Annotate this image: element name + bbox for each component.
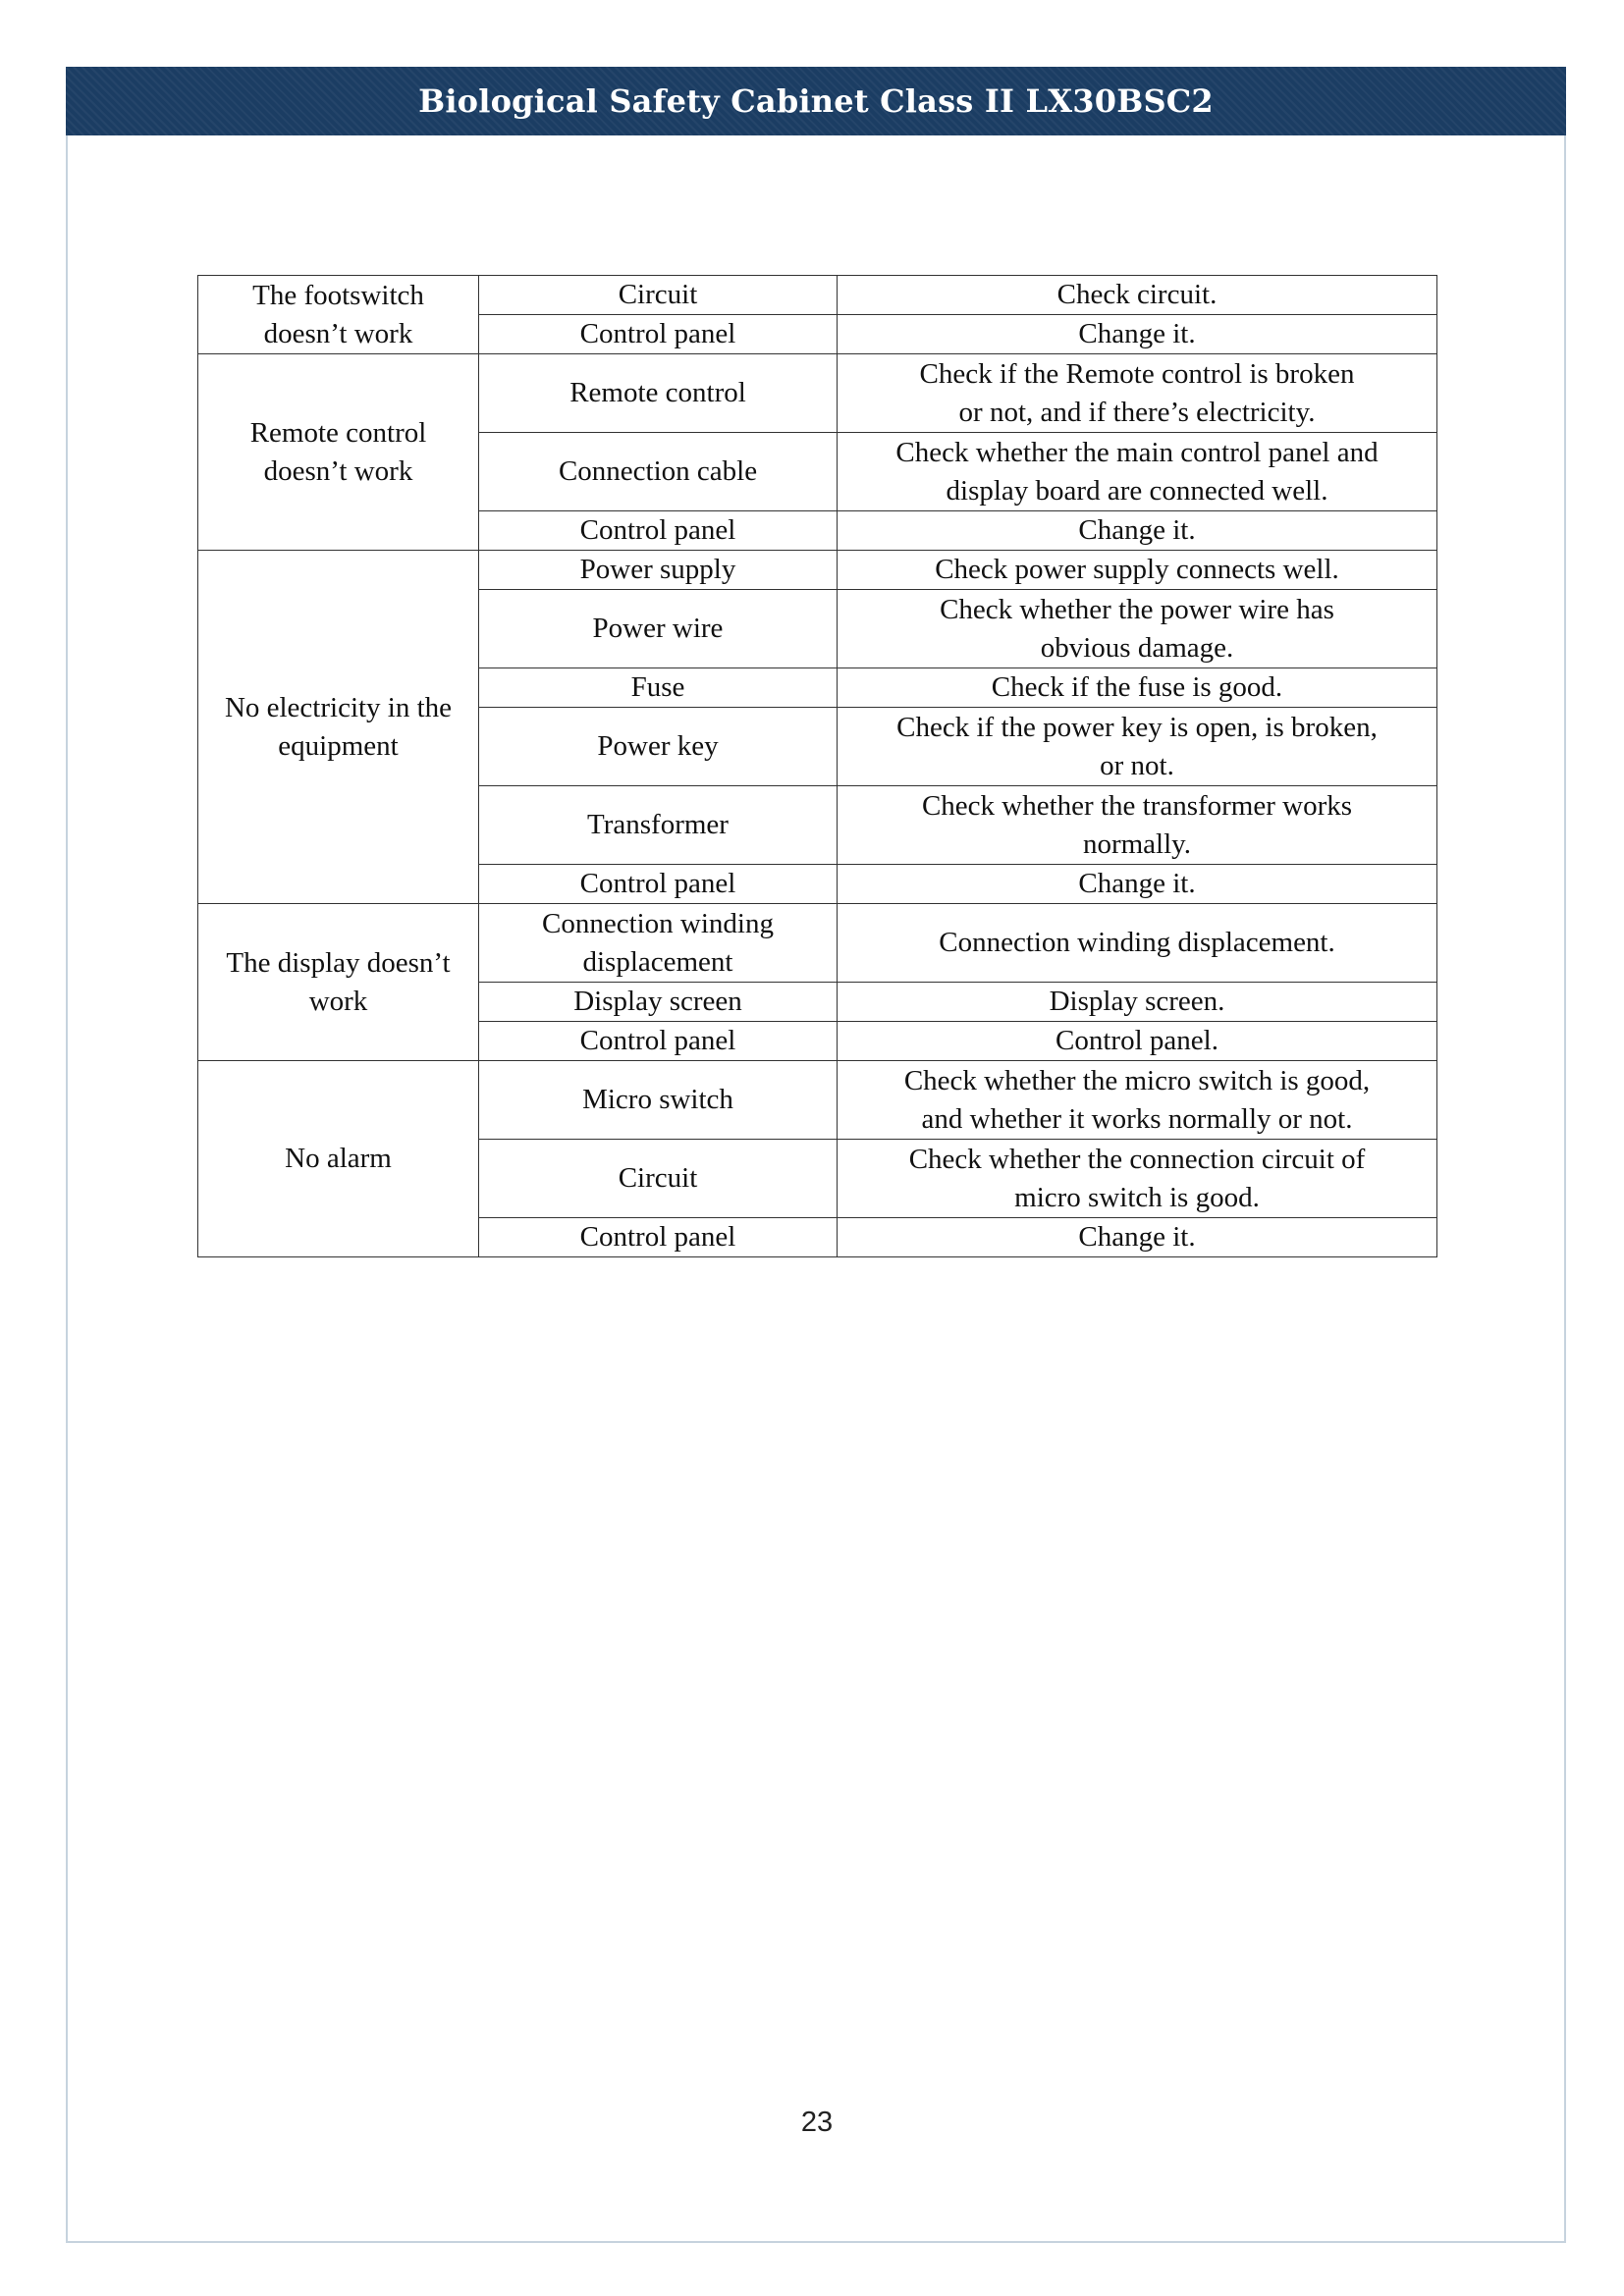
cause-cell: Connection winding displacement	[479, 904, 838, 983]
table-row	[198, 354, 1437, 433]
symptom-cell: The display doesn’t work	[198, 904, 479, 1061]
solution-cell: Connection winding displacement.	[838, 904, 1437, 983]
cause-cell: Circuit	[479, 276, 838, 315]
cause-cell: Power key	[479, 708, 838, 786]
solution-cell: Check whether the transformer works normally.	[838, 786, 1437, 865]
solution-cell: Control panel.	[838, 1022, 1437, 1061]
symptom-cell: No electricity in the equipment	[198, 551, 479, 904]
table-row	[198, 551, 1437, 590]
solution-cell: Change it.	[838, 1218, 1437, 1257]
cause-cell: Control panel	[479, 1022, 838, 1061]
solution-cell: Check power supply connects well.	[838, 551, 1437, 590]
solution-cell: Check whether the power wire has obvious damage.	[838, 590, 1437, 668]
symptom-cell: The footswitch doesn’t work	[198, 276, 479, 354]
cause-cell: Micro switch	[479, 1061, 838, 1140]
cause-cell: Remote control	[479, 354, 838, 433]
cause-cell: Control panel	[479, 865, 838, 904]
solution-cell: Check whether the micro switch is good, and whether it works normally or not.	[838, 1061, 1437, 1140]
cause-cell: Connection cable	[479, 433, 838, 511]
solution-cell: Check if the fuse is good.	[838, 668, 1437, 708]
symptom-cell: No alarm	[198, 1061, 479, 1257]
solution-cell: Change it.	[838, 865, 1437, 904]
header-bar	[66, 67, 1566, 135]
cause-cell: Control panel	[479, 315, 838, 354]
solution-cell: Change it.	[838, 511, 1437, 551]
solution-cell: Display screen.	[838, 983, 1437, 1022]
cause-cell: Power supply	[479, 551, 838, 590]
solution-cell: Check whether the connection circuit of micro switch is good.	[838, 1140, 1437, 1218]
table-row	[198, 904, 1437, 983]
table-row	[198, 276, 1437, 315]
solution-cell: Check whether the main control panel and display board are connected well.	[838, 433, 1437, 511]
cause-cell: Display screen	[479, 983, 838, 1022]
cause-cell: Fuse	[479, 668, 838, 708]
troubleshooting-table	[197, 275, 1437, 1257]
document-title: Biological Safety Cabinet Class II LX30BSC2	[418, 82, 1214, 120]
table-row	[198, 1061, 1437, 1140]
page-number: 23	[800, 2107, 834, 2138]
cause-cell: Control panel	[479, 1218, 838, 1257]
solution-cell: Check if the Remote control is broken or not, and if there’s electricity.	[838, 354, 1437, 433]
cause-cell: Control panel	[479, 511, 838, 551]
solution-cell: Check if the power key is open, is broken, or not.	[838, 708, 1437, 786]
symptom-cell: Remote control doesn’t work	[198, 354, 479, 551]
cause-cell: Transformer	[479, 786, 838, 865]
solution-cell: Change it.	[838, 315, 1437, 354]
solution-cell: Check circuit.	[838, 276, 1437, 315]
cause-cell: Circuit	[479, 1140, 838, 1218]
cause-cell: Power wire	[479, 590, 838, 668]
